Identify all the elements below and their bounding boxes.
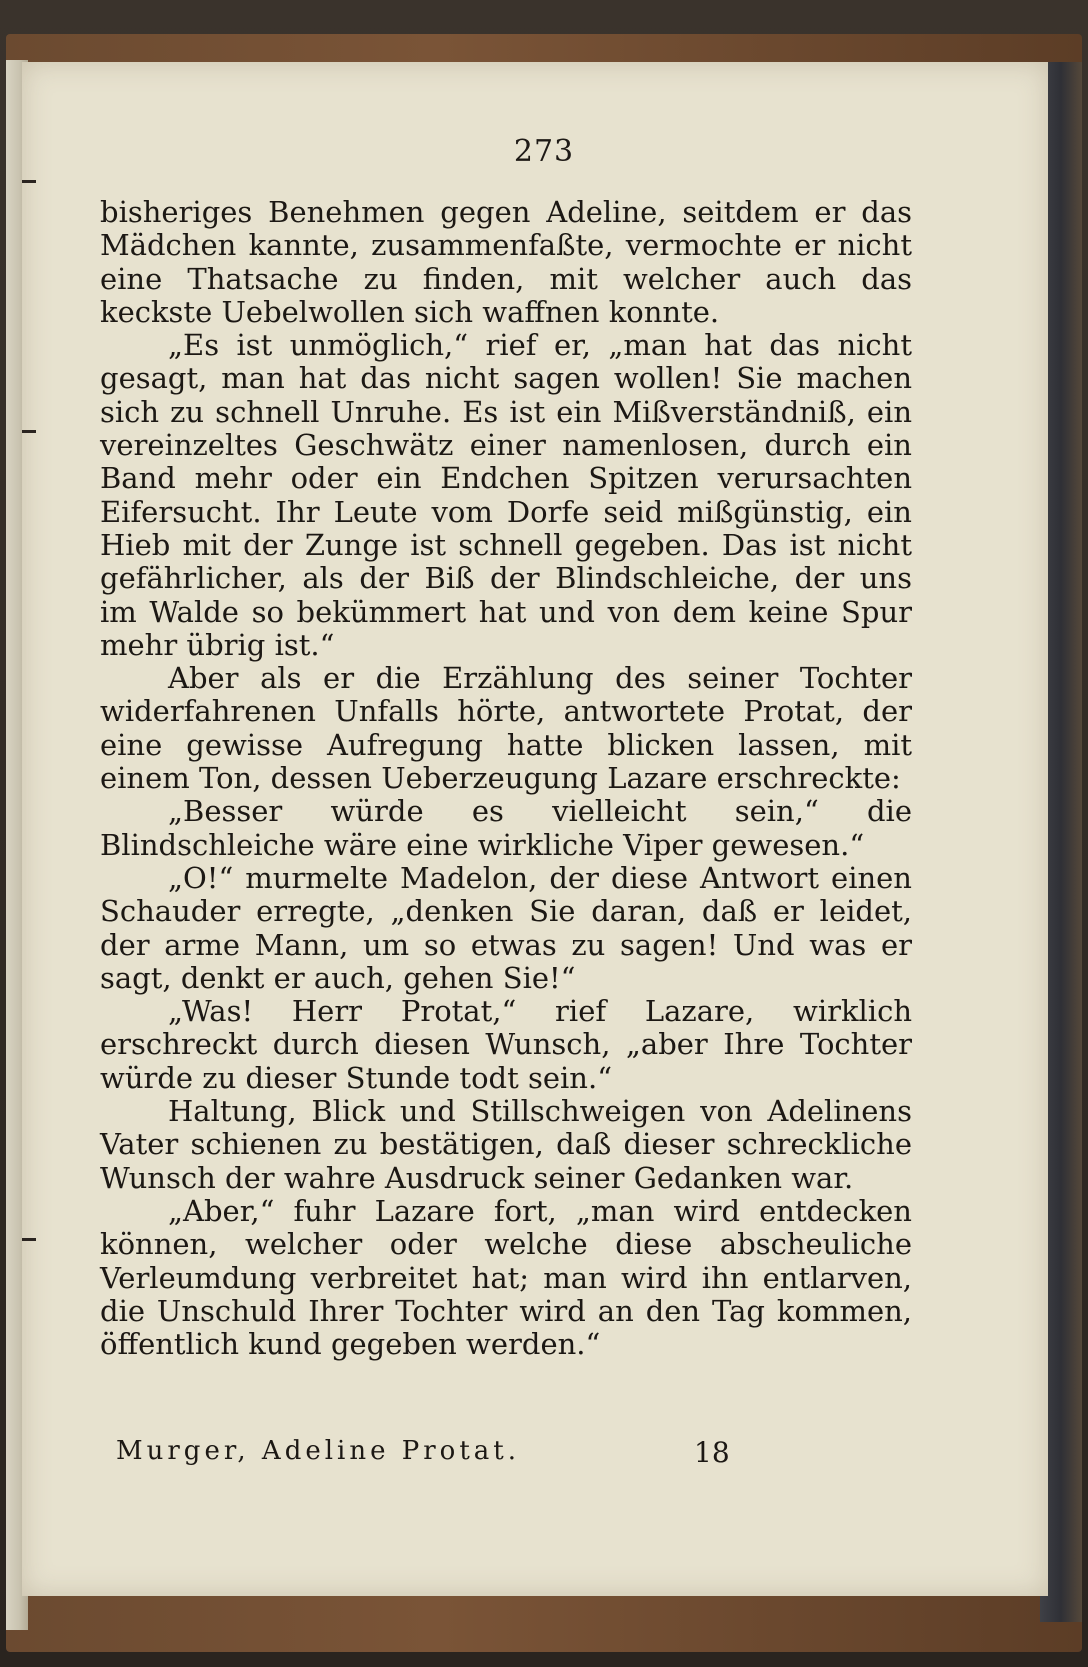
signature-line: Murger, Adeline Protat.: [116, 1436, 520, 1466]
page-number: 273: [513, 134, 575, 169]
paragraph: Aber als er die Erzählung des seiner Tochter widerfahrenen Unfalls hörte, antwortete Protat, der eine gewisse Aufregung hatte blicken lassen, mit einem Ton, dessen Ueberzeugung Lazare erschreckte:: [100, 661, 912, 796]
paragraph: Haltung, Blick und Stillschweigen von Adelinens Vater schienen zu bestätigen, daß dieser schreckliche Wunsch der wahre Ausdruck seiner Gedanken war.: [100, 1094, 912, 1195]
page-edge-mark: [22, 430, 36, 433]
sheet-number: 18: [694, 1436, 730, 1469]
page-footer: [116, 1436, 736, 1476]
page-body: [100, 196, 912, 1361]
paragraph: bisheriges Benehmen gegen Adeline, seitdem er das Mädchen kannte, zusammenfaßte, vermochte er nicht eine Thatsache zu finden, mit welcher auch das keckste Uebelwollen sich waffnen konnte.: [100, 195, 912, 329]
paragraph: „Es ist unmöglich,“ rief er, „man hat das nicht gesagt, man hat das nicht sagen wollen! Sie machen sich zu schnell Unruhe. Es ist ein Mißverständniß, ein vereinzeltes Geschwätz einer namenlosen, durch ein Band mehr oder ein Endchen Spitzen verursachten Eifersucht. Ihr Leute vom Dorfe seid mißgünstig, ein Hieb mit der Zunge ist schnell gegeben. Das ist nicht gefährlicher, als der Biß der Blindschleiche, der uns im Walde so bekümmert hat und von dem keine Spur mehr übrig ist.“: [100, 328, 912, 662]
page-edge-mark: [22, 180, 36, 183]
paragraph: „O!“ murmelte Madelon, der diese Antwort einen Schauder erregte, „denken Sie daran, daß er leidet, der arme Mann, um so etwas zu sagen! Und was er sagt, denkt er auch, gehen Sie!“: [100, 860, 912, 995]
paragraph: „Aber,“ fuhr Lazare fort, „man wird entdecken können, welcher oder welche diese abscheuliche Verleumdung verbreitet hat; man wird ihn entlarven, die Unschuld Ihrer Tochter wird an den Tag kommen, öffentlich kund gegeben werden.“: [100, 1193, 912, 1362]
paragraph: „Besser würde es vielleicht sein,“ die Blindschleiche wäre eine wirkliche Viper gewesen.“: [100, 794, 912, 862]
paragraph: „Was! Herr Protat,“ rief Lazare, wirklich erschreckt durch diesen Wunsch, „aber Ihre Tochter würde zu dieser Stunde todt sein.“: [100, 994, 912, 1095]
page-edge-mark: [22, 1238, 36, 1241]
